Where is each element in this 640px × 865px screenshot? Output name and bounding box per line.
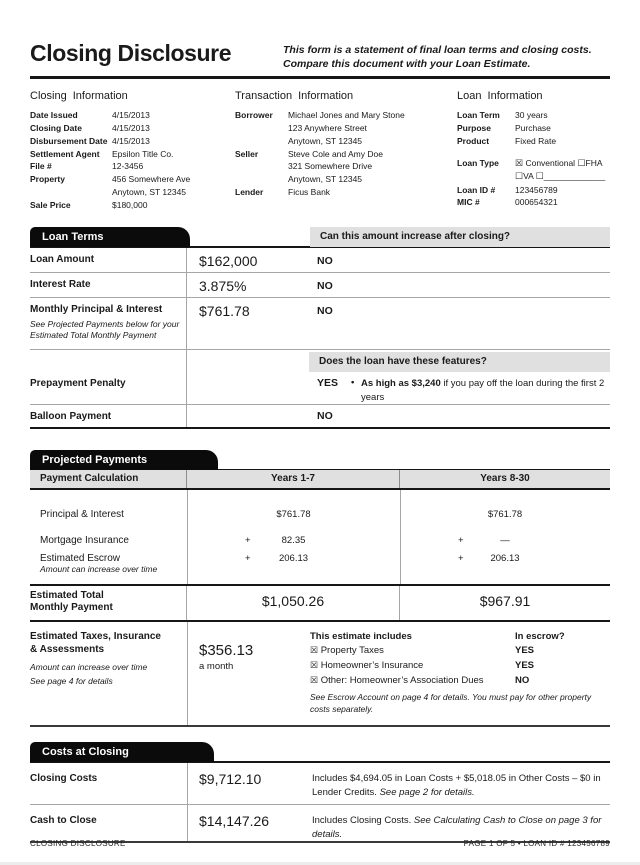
cell-value: $761.78 bbox=[276, 508, 311, 520]
transaction-information-column bbox=[235, 90, 457, 211]
footer-page-info: PAGE 1 OF 5 • LOAN ID # 123456789 bbox=[463, 839, 610, 848]
row-label: Cash to Close bbox=[30, 815, 97, 827]
plus-sign: + bbox=[245, 534, 251, 546]
includes-item bbox=[310, 674, 610, 689]
row-label: Mortgage Insurance bbox=[40, 534, 129, 546]
checkbox-checked-icon: ☒ bbox=[310, 674, 319, 685]
includes-item-label bbox=[310, 659, 515, 674]
row-answer-detail bbox=[309, 372, 610, 404]
description-text: Includes $4,694.05 in Loan Costs + $5,018.05 in Other Costs – $0 in Lender Credits. bbox=[312, 773, 601, 798]
checkbox-checked-icon: ☒ bbox=[310, 645, 319, 656]
estimate-includes bbox=[310, 630, 610, 716]
spacer bbox=[187, 372, 309, 404]
info-label: Product bbox=[457, 135, 490, 146]
row-label bbox=[30, 298, 187, 349]
info-value-line: 456 Somewhere Ave bbox=[112, 174, 191, 185]
info-value: 30 years bbox=[515, 110, 548, 121]
info-section bbox=[30, 90, 610, 211]
column-header: Payment Calculation bbox=[30, 470, 187, 488]
table-row bbox=[30, 520, 610, 546]
info-label: Settlement Agent bbox=[30, 148, 100, 159]
row-value: 3.875% bbox=[199, 278, 247, 295]
info-value bbox=[288, 109, 457, 147]
row-label-line: Monthly Payment bbox=[30, 602, 113, 614]
row-note: See page 4 for details bbox=[30, 675, 113, 686]
table-row bbox=[30, 248, 610, 273]
amount-suffix: a month bbox=[199, 660, 234, 672]
checkbox-empty-icon: ☐ bbox=[535, 171, 544, 182]
escrow-answer: YES bbox=[515, 645, 535, 657]
info-value-line: 321 Somewhere Drive bbox=[288, 161, 373, 172]
info-row bbox=[457, 196, 610, 209]
row-label: Closing Costs bbox=[30, 773, 98, 785]
cell-value: $761.78 bbox=[487, 508, 523, 520]
info-label: Borrower bbox=[235, 110, 273, 121]
info-label: Loan Type bbox=[457, 157, 499, 168]
row-label-text: Monthly Principal & Interest bbox=[30, 304, 163, 316]
row-label: Loan Amount bbox=[30, 248, 187, 272]
loan-information-heading: Loan Information bbox=[457, 90, 543, 103]
includes-title: This estimate includes bbox=[310, 630, 412, 642]
info-value-line: Steve Cole and Amy Doe bbox=[288, 148, 383, 159]
checkbox-empty-icon: ☐ bbox=[515, 171, 524, 182]
loan-terms-section bbox=[30, 227, 610, 429]
feature-detail bbox=[361, 377, 610, 404]
info-value: 000654321 bbox=[515, 197, 558, 208]
plus-sign: + bbox=[458, 552, 464, 564]
table-row bbox=[30, 763, 610, 805]
closing-information-column bbox=[30, 90, 235, 211]
checkbox-checked-icon: ☒ bbox=[310, 660, 319, 670]
table-row bbox=[30, 405, 610, 427]
row-label-line: Estimated Taxes, Insurance bbox=[30, 630, 161, 642]
row-sublabel: See Projected Payments below for your Estimated Total Monthly Payment bbox=[30, 319, 180, 341]
loan-terms-header bbox=[30, 227, 610, 248]
info-label: Loan ID # bbox=[457, 184, 496, 195]
table-row bbox=[30, 273, 610, 298]
row-value: $761.78 bbox=[199, 303, 250, 320]
includes-item bbox=[310, 644, 610, 659]
loan-type-line2 bbox=[515, 170, 610, 184]
transaction-information-heading: Transaction Information bbox=[235, 90, 354, 103]
description-reference: See page 2 for details. bbox=[379, 786, 475, 798]
cell-number: 82.35 bbox=[281, 534, 306, 546]
info-value: Ficus Bank bbox=[288, 186, 331, 197]
info-value-line: Anytown, ST 12345 bbox=[288, 135, 363, 146]
feature-detail-bold: As high as $3,240 bbox=[361, 378, 441, 390]
info-row bbox=[30, 148, 235, 161]
payment-columns-header bbox=[30, 470, 610, 490]
amount-value: $356.13 bbox=[199, 641, 254, 659]
cell-value bbox=[400, 553, 610, 575]
document-subtitle: This form is a statement of final loan terms and closing costs. Compare this document with your Loan Estimate. bbox=[283, 44, 592, 71]
cell-number: 206.13 bbox=[490, 552, 520, 564]
includes-header bbox=[310, 630, 610, 645]
loan-type-fha: FHA bbox=[585, 157, 603, 168]
in-escrow-title: In escrow? bbox=[515, 630, 565, 642]
table-row bbox=[30, 372, 610, 405]
cell-number: 206.13 bbox=[278, 552, 309, 564]
info-value-line: Michael Jones and Mary Stone bbox=[288, 110, 405, 121]
loan-type-conventional: Conventional bbox=[525, 157, 576, 168]
closing-information-heading: Closing Information bbox=[30, 90, 128, 103]
features-header-row bbox=[30, 350, 610, 372]
row-note: Amount can increase over time bbox=[30, 661, 148, 672]
info-label: Disbursement Date bbox=[30, 135, 108, 146]
costs-at-closing-section bbox=[30, 742, 610, 843]
costs-at-closing-table bbox=[30, 763, 610, 843]
header-divider bbox=[30, 76, 610, 79]
row-answer: NO bbox=[317, 255, 333, 268]
info-row bbox=[457, 109, 610, 122]
projected-payments-section bbox=[30, 450, 610, 727]
info-row bbox=[457, 122, 610, 135]
estimated-total-row bbox=[30, 584, 610, 622]
row-answer: NO bbox=[317, 280, 333, 293]
table-row bbox=[30, 546, 610, 584]
plus-sign: + bbox=[458, 534, 464, 546]
info-value: Epsilon Title Co. bbox=[112, 148, 174, 159]
loan-type-row bbox=[457, 157, 610, 184]
row-label-text: Estimated Escrow bbox=[40, 552, 121, 564]
footer-document-name: CLOSING DISCLOSURE bbox=[30, 839, 126, 848]
item-text: Other: Homeowner’s Association Dues bbox=[320, 674, 484, 686]
row-label bbox=[30, 553, 187, 575]
column-header: Years 8-30 bbox=[480, 472, 530, 484]
item-text: Homeowner’s Insurance bbox=[320, 660, 424, 671]
info-label: Date Issued bbox=[30, 110, 78, 121]
loan-terms-question-header: Can this amount increase after closing? bbox=[310, 227, 610, 247]
costs-at-closing-tab: Costs at Closing bbox=[30, 742, 214, 762]
plus-sign: + bbox=[245, 552, 251, 564]
info-label: File # bbox=[30, 161, 52, 172]
row-label: Balloon Payment bbox=[30, 405, 187, 427]
info-row bbox=[30, 135, 235, 148]
escrow-footnote: See Escrow Account on page 4 for details. You must pay for other property costs separately. bbox=[310, 692, 592, 714]
info-label: Sale Price bbox=[30, 199, 71, 210]
bullet-icon: • bbox=[351, 377, 355, 389]
escrow-answer: NO bbox=[515, 674, 530, 686]
info-label: Seller bbox=[235, 148, 259, 159]
total-value: $967.91 bbox=[479, 592, 531, 609]
description-text: Includes Closing Costs. bbox=[312, 815, 414, 827]
projected-payments-body bbox=[30, 490, 610, 584]
info-row bbox=[30, 173, 235, 199]
row-label bbox=[30, 586, 187, 620]
cell-value bbox=[187, 553, 400, 575]
info-value: 4/15/2013 bbox=[112, 135, 150, 146]
spacer bbox=[187, 405, 309, 427]
info-label: Closing Date bbox=[30, 123, 82, 134]
projected-payments-header bbox=[30, 450, 610, 470]
loan-type-value bbox=[515, 157, 610, 184]
includes-item bbox=[310, 659, 610, 674]
info-value-line: Anytown, ST 12345 bbox=[112, 186, 187, 197]
projected-payments-tab: Projected Payments bbox=[30, 450, 218, 470]
includes-item-label bbox=[310, 674, 515, 689]
checkbox-checked-icon: ☒ bbox=[515, 157, 524, 168]
loan-type-line1 bbox=[515, 157, 610, 171]
column-header: Years 1-7 bbox=[187, 470, 400, 488]
column-divider bbox=[187, 622, 188, 726]
row-label: Principal & Interest bbox=[40, 508, 124, 520]
info-row bbox=[457, 135, 610, 148]
checkbox-empty-icon: ☐ bbox=[577, 157, 586, 168]
info-label: Purpose bbox=[457, 123, 492, 134]
info-value: $180,000 bbox=[112, 199, 148, 210]
info-label: Loan Term bbox=[457, 110, 500, 121]
document-header bbox=[30, 0, 610, 71]
column-divider bbox=[187, 763, 188, 841]
info-row bbox=[30, 160, 235, 173]
info-label: Property bbox=[30, 174, 65, 185]
row-sublabel: Amount can increase over time bbox=[40, 563, 158, 574]
info-row bbox=[235, 186, 457, 199]
costs-at-closing-header bbox=[30, 742, 610, 763]
row-label: Interest Rate bbox=[30, 273, 187, 297]
row-amount: $14,147.26 bbox=[199, 813, 270, 830]
taxes-amount bbox=[187, 630, 310, 716]
info-label: MIC # bbox=[457, 197, 480, 208]
table-row bbox=[30, 805, 610, 841]
info-row bbox=[235, 148, 457, 186]
table-row bbox=[30, 298, 610, 350]
info-row bbox=[30, 122, 235, 135]
row-answer: NO bbox=[317, 409, 333, 422]
info-row bbox=[30, 199, 235, 212]
table-row bbox=[30, 490, 610, 520]
loan-terms-table bbox=[30, 248, 610, 429]
page-footer bbox=[30, 839, 610, 848]
row-answer: YES bbox=[317, 377, 339, 390]
info-value-line: 123 Anywhere Street bbox=[288, 123, 367, 134]
loan-information-column bbox=[457, 90, 610, 211]
escrow-answer: YES bbox=[515, 660, 535, 671]
description-reference: See Calculating Cash to Close on page 3 for details. bbox=[312, 815, 602, 840]
row-label bbox=[30, 630, 187, 716]
loan-terms-tab: Loan Terms bbox=[30, 227, 190, 247]
info-value: 4/15/2013 bbox=[112, 110, 150, 121]
estimated-taxes-block bbox=[30, 622, 610, 728]
features-header: Does the loan have these features? bbox=[309, 352, 610, 372]
cell-value bbox=[400, 535, 610, 546]
info-value: 12-3456 bbox=[112, 161, 144, 172]
info-row bbox=[457, 184, 610, 197]
info-value bbox=[288, 148, 457, 186]
info-value: Fixed Rate bbox=[515, 135, 557, 146]
loan-type-va: VA bbox=[523, 171, 534, 182]
row-description bbox=[310, 805, 610, 841]
row-description bbox=[310, 763, 610, 804]
cell-value bbox=[187, 535, 400, 546]
cell-number: — bbox=[500, 534, 510, 546]
page-title: Closing Disclosure bbox=[30, 40, 232, 66]
info-value: 4/15/2013 bbox=[112, 123, 150, 134]
row-amount: $9,712.10 bbox=[199, 771, 262, 788]
includes-item-label bbox=[310, 644, 515, 659]
loan-type-blank: _____________ bbox=[543, 171, 606, 182]
row-label-line: & Assessments bbox=[30, 643, 105, 655]
spacer bbox=[30, 350, 187, 372]
total-value: $1,050.26 bbox=[187, 586, 400, 620]
row-value: $162,000 bbox=[199, 253, 258, 270]
info-row bbox=[30, 109, 235, 122]
info-value: Purchase bbox=[515, 123, 551, 134]
row-answer: NO bbox=[317, 305, 333, 318]
info-value bbox=[112, 173, 235, 199]
info-value: 123456789 bbox=[515, 184, 558, 195]
info-value-line: Anytown, ST 12345 bbox=[288, 174, 363, 185]
row-label: Prepayment Penalty bbox=[30, 372, 187, 404]
info-row bbox=[235, 109, 457, 147]
feature-detail-rest: if you pay off the loan during the first 2 years bbox=[361, 378, 605, 403]
spacer bbox=[187, 350, 309, 372]
item-text: Property Taxes bbox=[320, 645, 384, 657]
row-label-line: Estimated Total bbox=[30, 589, 104, 601]
info-label: Lender bbox=[235, 186, 264, 197]
